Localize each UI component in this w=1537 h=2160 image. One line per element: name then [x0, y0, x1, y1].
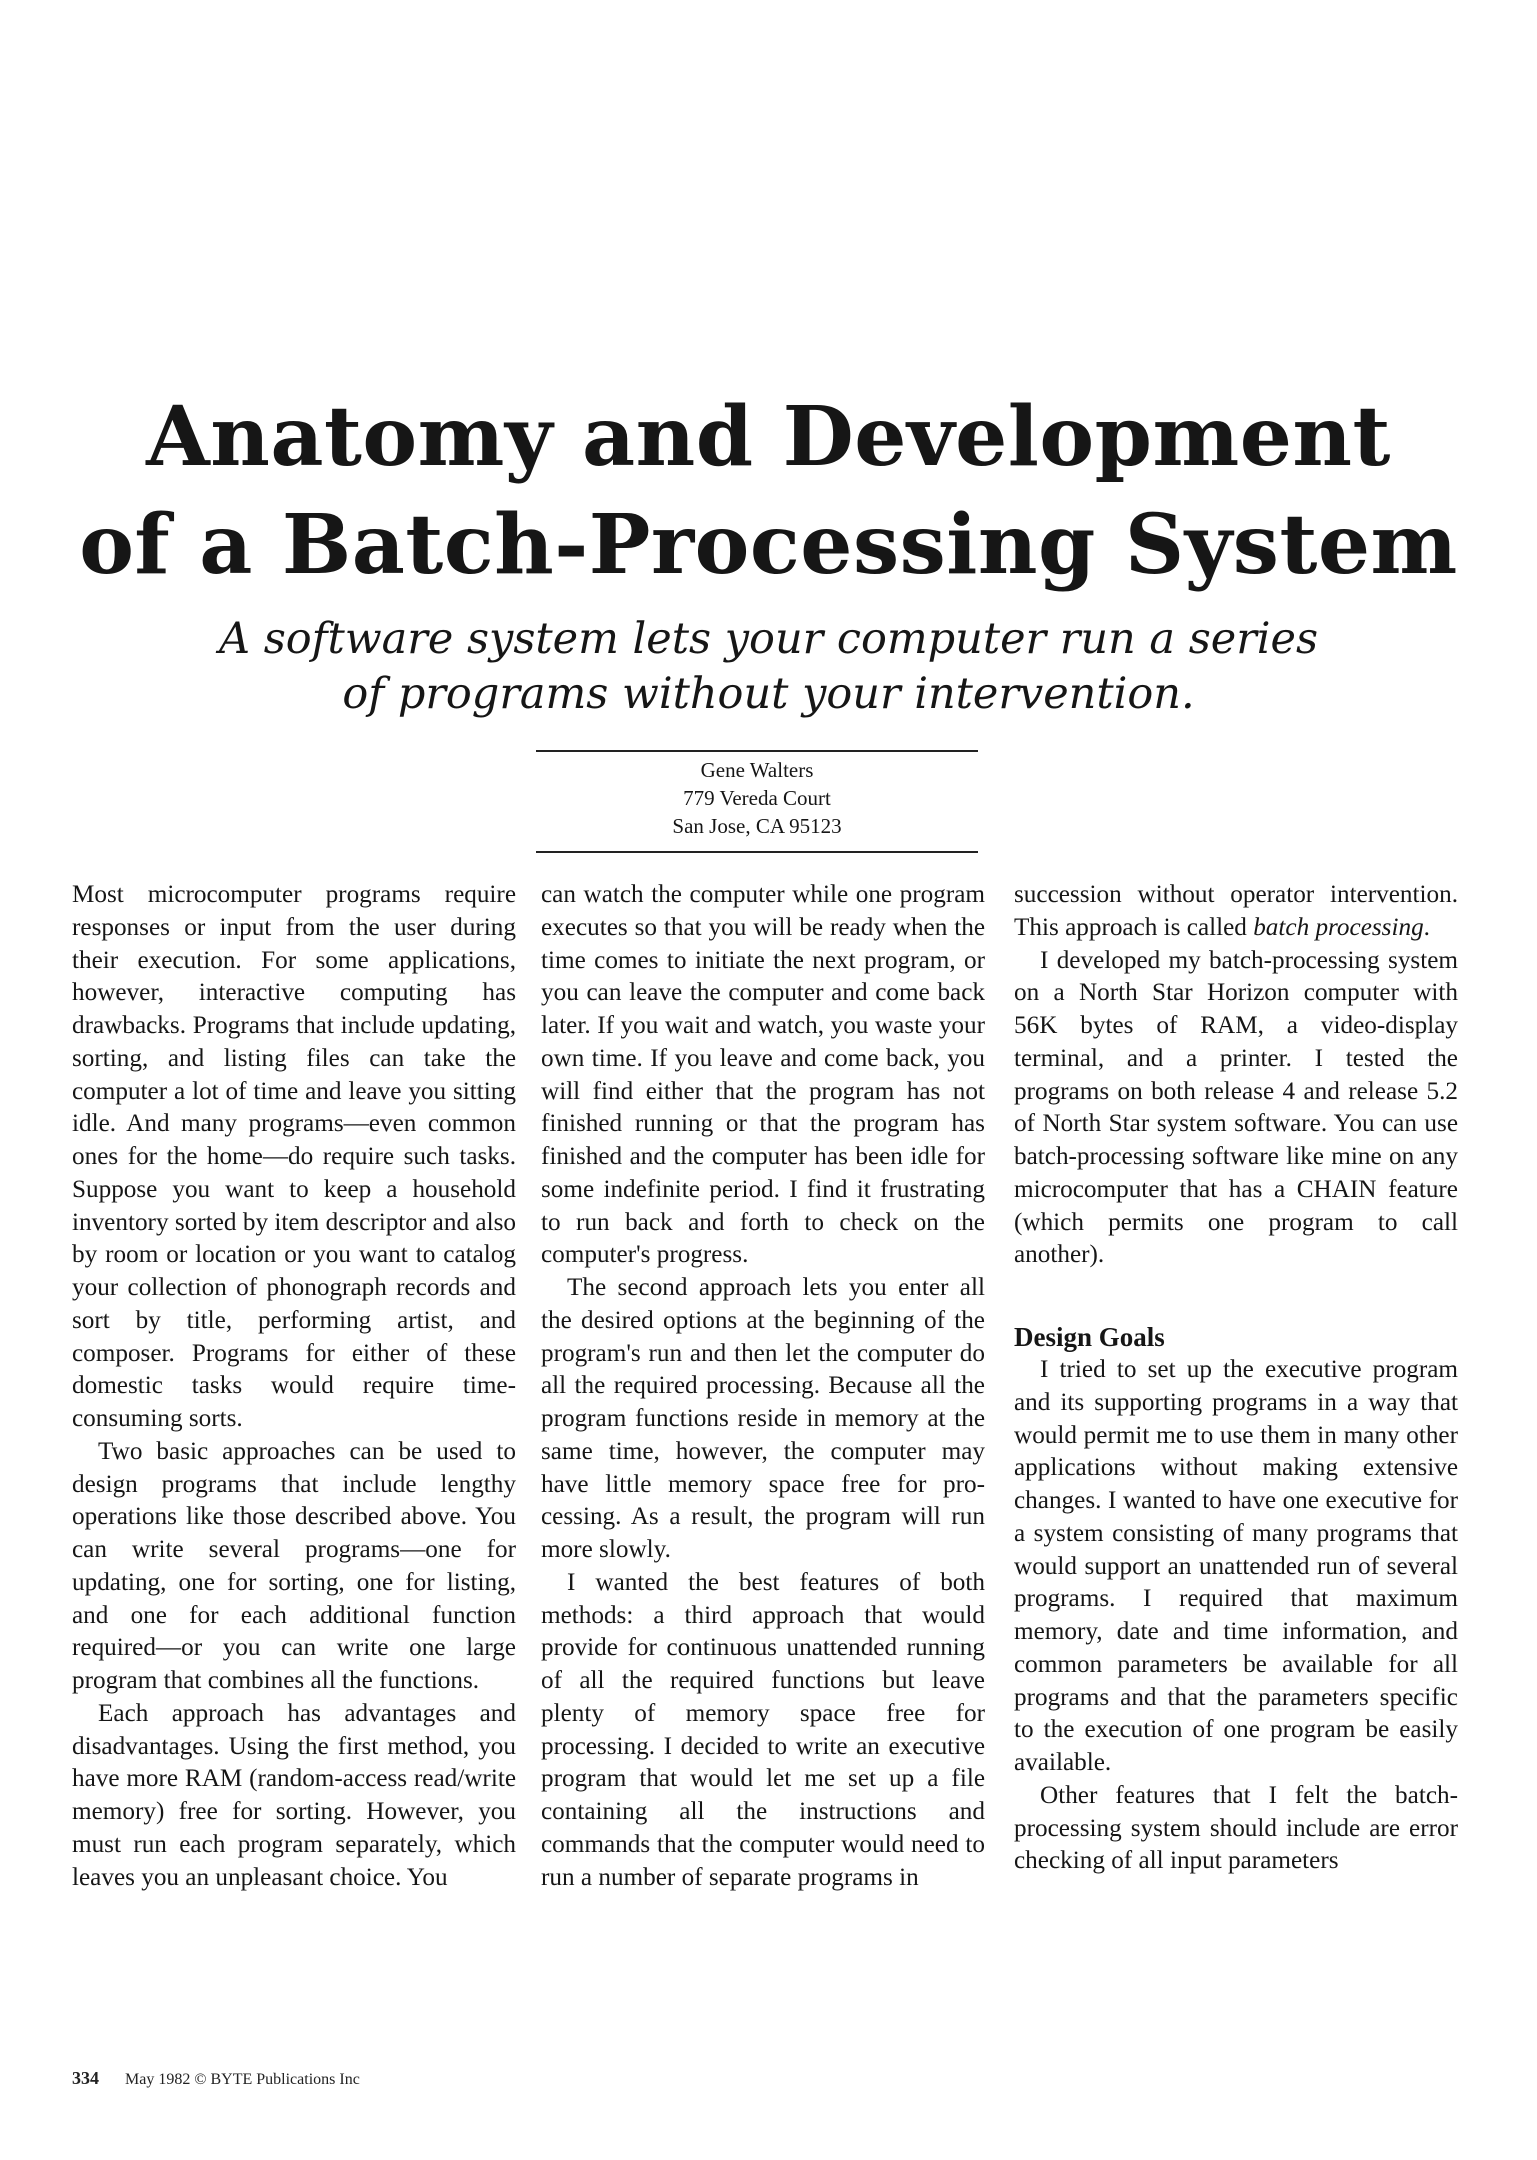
author-street: 779 Vereda Court: [683, 786, 831, 810]
text-run: .: [1423, 913, 1430, 941]
article-title: [0, 383, 1537, 599]
section-heading-design-goals: Design Goals: [1014, 1322, 1165, 1352]
paragraph: I tried to set up the executive program and its supporting programs in a way that would permit me to use them in many other applications without making extensive changes. I wanted to have one executive for a system consisting of many programs that would support an unattended run of several programs. I required that maximum memory, date and time information, and common parameters be available for all programs and that the parameters specific to the execution of one program be easily available.: [1014, 1356, 1458, 1776]
page-footer: [72, 2068, 360, 2089]
paragraph: Other features that I felt the batch-processing system should include are error checking of all input parameters: [1014, 1781, 1458, 1875]
article-subtitle: [0, 612, 1537, 722]
author-byline: [536, 756, 978, 840]
page-number: 334: [72, 2068, 99, 2088]
paragraph: I developed my batch-processing system on a North Star Horizon computer with 56K bytes of RAM, a video-display terminal, and a printer. I tested the programs on both release 4 and release 5.2 of North Star system software. You can use batch-processing software like mine on any microcomputer that has a CHAIN feature (which permits one program to call another).: [1014, 946, 1458, 1269]
title-line-2: of a Batch-Processing System: [79, 497, 1458, 593]
title-line-1: Anatomy and Development: [146, 389, 1391, 485]
paragraph: Most microcomputer programs require responses or input from the user during their execution. For some applications, however, interactive computing has drawbacks. Programs that include updating, sorting, and listing files can take the computer a lot of time and leave you sitting idle. And many programs—even common ones for the home—do require such tasks. Suppose you want to keep a household inventory sorted by item descriptor and also by room or location or you want to catalog your collection of phonograph records and sort by title, performing artist, and composer. Programs for either of these domestic tasks would require time-consuming sorts.: [72, 881, 516, 1432]
body-column-3: [1014, 879, 1458, 1878]
body-column-2: [541, 879, 985, 1894]
paragraph: Two basic approaches can be used to design programs that include lengthy operations like those described above. You can write several programs—one for updating, one for sorting, one for listing, and one for each additional function required—or you can write one large program that combines all the functions.: [72, 1437, 516, 1694]
paragraph: Each approach has advantages and disadvantages. Using the first method, you have more RAM (random-access read/write memory) free for sorting. However, you must run each program separately, which leaves you an unpleasant choice. You: [72, 1699, 516, 1891]
term-batch-processing: batch processing: [1253, 913, 1424, 941]
author-name: Gene Walters: [700, 758, 814, 782]
body-column-1: [72, 879, 516, 1894]
paragraph: [1014, 879, 1458, 945]
subtitle-line-1: A software system lets your computer run a series: [218, 614, 1319, 664]
paragraph: I wanted the best features of both methods: a third approach that would provide for continuous unattended running of all the required functions but leave plenty of memory space free for processing. I decided to write an executive program that would let me set up a file containing all the instructions and commands that the computer would need to run a number of separate programs in: [541, 1568, 985, 1891]
text-run: succession without operator intervention. This approach is called: [1014, 881, 1458, 941]
paragraph: can watch the computer while one program executes so that you will be ready when the time comes to initiate the next program, or you can leave the computer and come back later. If you wait and watch, you waste your own time. If you leave and come back, you will find either that the program has not finished running or that the program has finished and the computer has been idle for some indefinite period. I find it frustrating to run back and forth to check on the computer's progress.: [541, 881, 985, 1269]
author-city: San Jose, CA 95123: [672, 814, 842, 838]
byline-top-rule: [536, 750, 978, 752]
paragraph: The second approach lets you enter all the desired options at the beginning of the program's run and then let the computer do all the required processing. Because all the program functions reside in memory at the same time, however, the computer may have little memory space free for processing. As a result, the program will run more slowly.: [541, 1274, 985, 1563]
publication-credit: May 1982 © BYTE Publications Inc: [125, 2071, 360, 2088]
subtitle-line-2: of programs without your intervention.: [342, 669, 1195, 719]
byline-bottom-rule: [536, 851, 978, 853]
